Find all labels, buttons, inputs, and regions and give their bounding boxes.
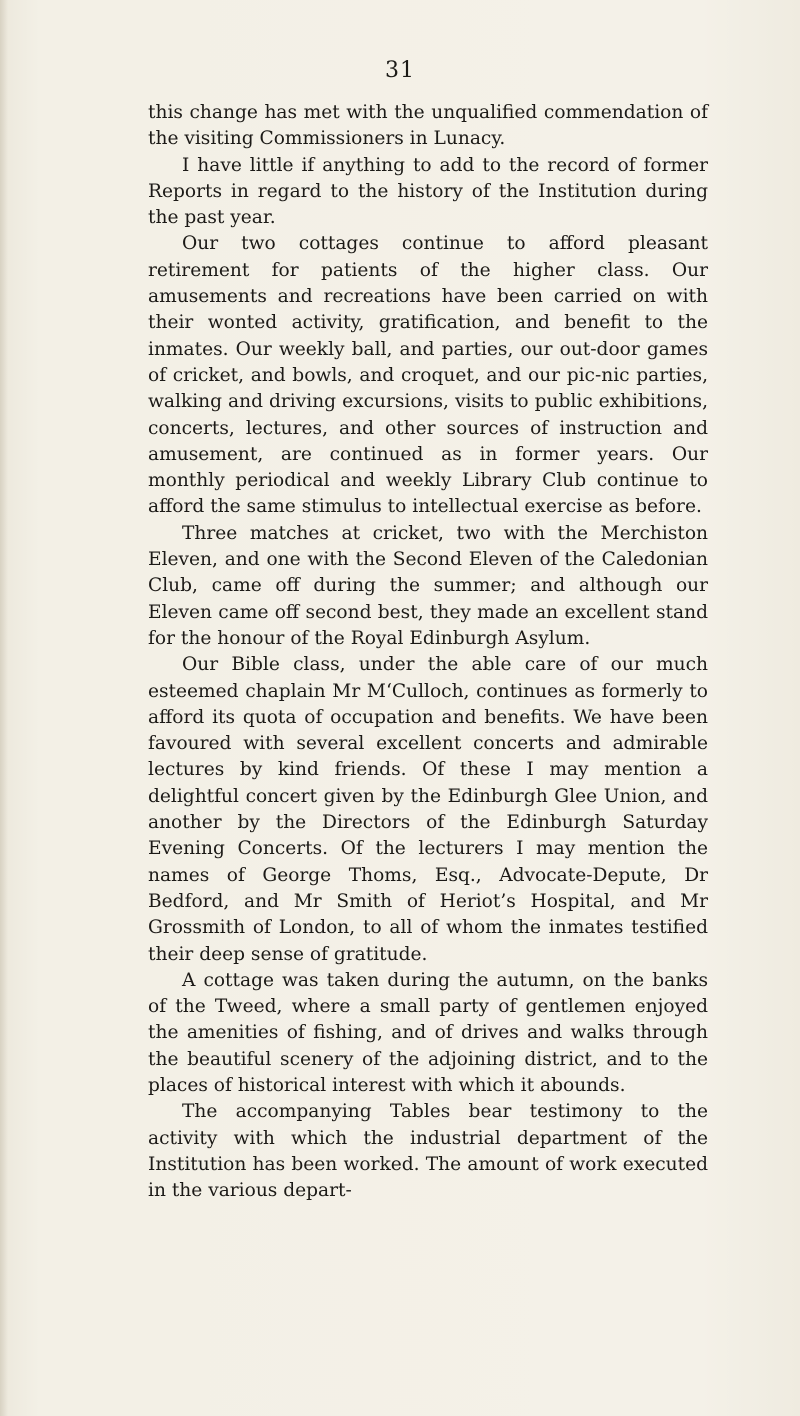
page-number: 31 bbox=[385, 58, 415, 83]
paragraph-industrial-tables: The accompanying Tables bear testimony to the activity with which the industrial department of the Institution has been worked. The amount of work executed in the various depart- bbox=[148, 1101, 708, 1202]
paragraph-bible-class-concerts: Our Bible class, under the able care of our much esteemed chaplain Mr M‘Culloch, continues as formerly to afford its quota of occupation and benefits. We have been favoured with several excellent concerts and admirable lectures by kind friends. Of these I may mention a delightful concert given by the Edinburgh Glee Union, and another by the Directors of the Edinburgh Saturday Evening Concerts. Of the lecturers I may mention the names of George Thoms, Esq., Advocate-Depute, Dr Bedford, and Mr Smith of Heriot’s Hospital, and Mr Grossmith of London, to all of whom the inmates testified their deep sense of gratitude. bbox=[148, 654, 708, 965]
paragraph-tweed-cottage: A cottage was taken during the autumn, on the banks of the Tweed, where a small party of gentlemen enjoyed the amenities of fishing, and of drives and walks through the beautiful scenery of the adjoining district, and to the places of historical interest with which it abounds. bbox=[148, 969, 708, 1096]
paragraph-cottages-amusements: Our two cottages continue to afford pleasant retirement for patients of the higher class. Our amusements and recreations have been carried on with their wonted activity, gratification, and benefit to the inmates. Our weekly ball, and parties, our out-door games of cricket, and bowls, and croquet, and our pic-nic parties, walking and driving excursions, visits to public exhibitions, concerts, lectures, and other sources of instruction and amusement, are continued as in former years. Our monthly periodical and weekly Library Club continue to afford the same stimulus to intellectual exercise as before. bbox=[148, 233, 708, 518]
paragraph-former-reports: I have little if anything to add to the record of former Reports in regard to the history of the Institution during the past year. bbox=[148, 154, 708, 229]
paragraph-continued: this change has met with the unqualified commendation of the visiting Commissioners in Lunacy. bbox=[148, 102, 708, 150]
binding-shadow bbox=[0, 0, 8, 1416]
body-text bbox=[148, 100, 708, 1204]
paragraph-cricket-matches: Three matches at cricket, two with the Merchiston Eleven, and one with the Second Eleven of the Caledonian Club, came off during the summer; and although our Eleven came off second best, they made an excellent stand for the honour of the Royal Edinburgh Asylum. bbox=[148, 522, 708, 649]
